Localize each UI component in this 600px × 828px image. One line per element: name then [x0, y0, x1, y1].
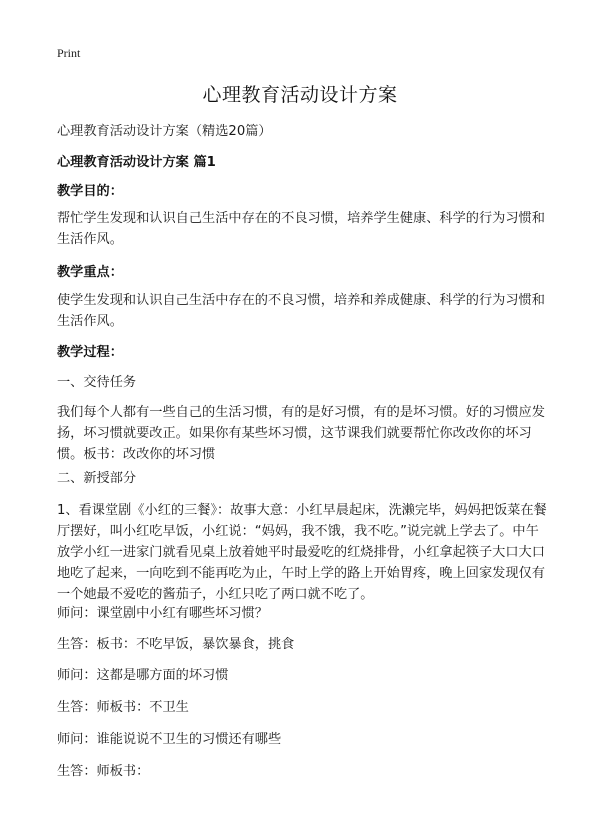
dialog-line: 师问：谁能说说不卫生的习惯还有哪些 — [57, 732, 282, 747]
part2-heading: 二、新授部分 — [57, 471, 137, 486]
part1-text: 我们每个人都有一些自己的生活习惯，有的是好习惯，有的是坏习惯。好的习惯应发扬，坏习惯就要改正。如果你有某些坏习惯，这节课我们就要帮忙你改改你的坏习惯。板书：改改你的坏习惯 — [57, 405, 545, 462]
part2-text: 1、看课堂剧《小红的三餐》：故事大意：小红早晨起床，洗濑完毕，妈妈把饭菜在餐厅摆好，叫小红吃早饭，小红说：“妈妈，我不饿，我不吃。”说完就上学去了。中午放学小红一进家门就看见桌上放着她平时最爱吃的红烧排骨，小红拿起筷子大口大口地吃了起来，一向吃到不能再吃为止，午时上学的路上开始胃疼，晚上回家发现仅有一个她最不爱吃的酱茄子，小红只吃了两口就不吃了。 — [57, 503, 547, 602]
part1-heading: 一、交待任务 — [57, 375, 137, 390]
dialog-line: 生答：师板书： — [57, 764, 150, 779]
dialog-line: 生答：师板书：不卫生 — [57, 700, 189, 715]
dialog-line: 师问：这都是哪方面的坏习惯 — [57, 668, 229, 683]
goal-text: 帮忙学生发现和认识自己生活中存在的不良习惯，培养学生健康、科学的行为习惯和生活作风。 — [57, 211, 545, 247]
print-label[interactable]: Print — [57, 46, 81, 60]
section-title: 心理教育活动设计方案 篇1 — [57, 155, 216, 170]
focus-heading: 教学重点： — [57, 265, 123, 280]
goal-heading: 教学目的： — [57, 184, 123, 199]
document-subtitle: 心理教育活动设计方案（精选20篇） — [57, 124, 272, 139]
focus-text: 使学生发现和认识自己生活中存在的不良习惯，培养和养成健康、科学的行为习惯和生活作风。 — [57, 293, 545, 329]
document-title: 心理教育活动设计方案 — [202, 84, 398, 106]
dialog-line: 生答：板书：不吃早饭，暴饮暴食，挑食 — [57, 637, 295, 652]
dialog-line: 师问：课堂剧中小红有哪些坏习惯？ — [57, 606, 268, 621]
process-heading: 教学过程： — [57, 345, 123, 360]
